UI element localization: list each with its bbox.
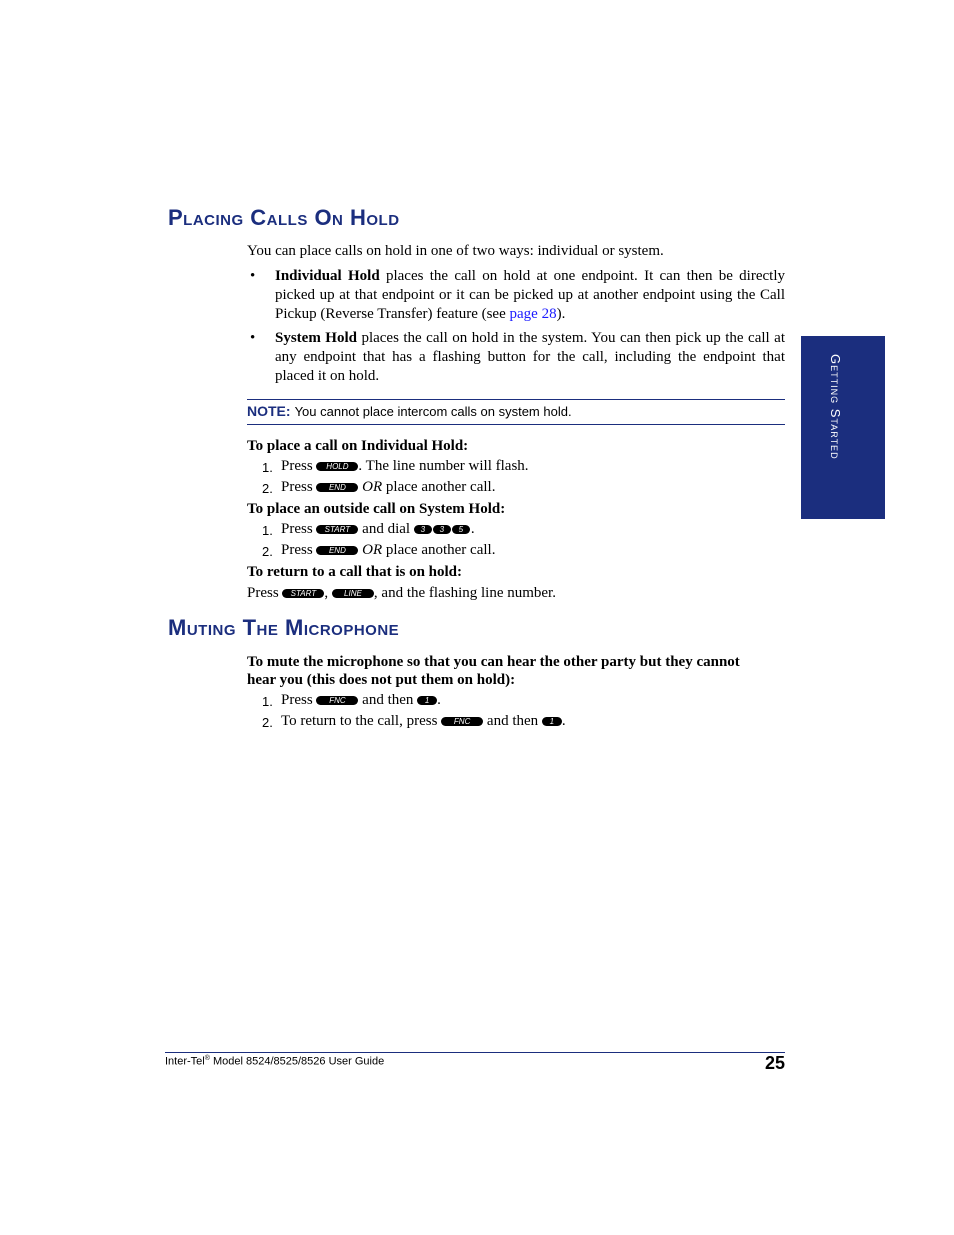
- end-key-icon: END: [316, 546, 358, 555]
- section-title-placing-calls-on-hold: Placing Calls On Hold: [168, 205, 400, 230]
- step-number: 2.: [262, 544, 273, 559]
- step-post: place another call.: [382, 542, 496, 558]
- digit-key-icon: 5: [452, 525, 470, 534]
- step-number: 1.: [262, 523, 273, 538]
- step-text: [281, 479, 495, 496]
- bullet-term: Individual Hold: [275, 268, 380, 284]
- footer-rule: [165, 1052, 785, 1053]
- mute-heading-line2: hear you (this does not put them on hold):: [247, 672, 516, 688]
- proc-heading-individual-hold: To place a call on Individual Hold:: [247, 438, 469, 454]
- bullet-icon: •: [250, 330, 256, 346]
- note-label: NOTE:: [247, 403, 291, 419]
- footer-brand: Inter-Tel: [165, 1055, 205, 1068]
- bullet-term: System Hold: [275, 330, 357, 346]
- proc-heading-return-to-call: To return to a call that is on hold:: [247, 564, 463, 580]
- step-text: [281, 713, 566, 730]
- page-number: 25: [764, 1053, 785, 1073]
- step-number: 1.: [262, 694, 273, 709]
- note-box: [247, 399, 785, 425]
- proc-heading-system-hold: To place an outside call on System Hold:: [247, 501, 506, 517]
- fnc-key-icon: FNC: [316, 696, 358, 705]
- step-mid: and then: [358, 692, 418, 708]
- section-title-muting-microphone: Muting The Microphone: [168, 615, 400, 640]
- intro-text: You can place calls on hold in one of two ways: individual or system.: [247, 243, 664, 259]
- step-pre: Press: [281, 479, 313, 495]
- line-key-icon: LINE: [332, 589, 374, 598]
- note-text: You cannot place intercom calls on system hold.: [294, 404, 572, 419]
- footer-guide: Model 8524/8525/8526 User Guide: [209, 1055, 385, 1068]
- step-pre: Press: [281, 521, 313, 537]
- step-mid: and dial: [358, 521, 414, 537]
- step-or: OR: [362, 542, 383, 558]
- start-key-icon: START: [316, 525, 358, 534]
- step-pre: Press: [281, 542, 313, 558]
- step-number: 2.: [262, 481, 273, 496]
- step-text: [281, 458, 529, 475]
- return-to-call-text: [247, 584, 556, 603]
- chapter-side-tab: [801, 336, 885, 519]
- step-text: [281, 692, 441, 709]
- hold-key-icon: HOLD: [316, 462, 358, 471]
- step-post: .: [470, 521, 475, 537]
- step-post: . The line number will flash.: [358, 458, 529, 474]
- digit-key-icon: 3: [414, 525, 432, 534]
- start-key-icon: START: [282, 589, 324, 598]
- side-tab-label: Getting Started: [828, 354, 843, 460]
- bullet-system-hold: [275, 329, 785, 386]
- digit-key-icon: 1: [417, 696, 437, 705]
- page-link[interactable]: page 28: [509, 306, 557, 322]
- mute-heading-line1: To mute the microphone so that you can hear the other party but they cannot: [247, 654, 740, 670]
- step-post: .: [437, 692, 441, 708]
- step-text: [281, 521, 475, 538]
- step-post: .: [561, 713, 566, 729]
- step-pre: Press: [281, 458, 313, 474]
- fnc-key-icon: FNC: [441, 717, 483, 726]
- footer-reg: ®: [204, 1055, 210, 1062]
- step-pre: To return to the call, press: [281, 713, 438, 729]
- step-mid: and then: [483, 713, 542, 729]
- bullet-body: places the call on hold at one endpoint. It can then be directly picked up at that endpoint or it can be picked up at another endpoint using the Call Pickup (Reverse Transfer) feature (see: [275, 268, 785, 322]
- step-text: [281, 542, 495, 559]
- bullet-individual-hold: [275, 267, 785, 324]
- step-or: OR: [362, 479, 383, 495]
- step-pre: Press: [247, 585, 279, 601]
- step-post: , and the flashing line number.: [373, 585, 556, 601]
- step-number: 2.: [262, 715, 273, 730]
- separator: ,: [324, 585, 329, 601]
- footer-guide-title: [165, 1055, 384, 1068]
- bullet-icon: •: [250, 268, 256, 284]
- digit-key-icon: 3: [433, 525, 451, 534]
- bullet-body: places the call on hold in the system. You can then pick up the call at any endpoint that has a flashing button for the call, including the endpoint that placed it on hold.: [275, 330, 785, 384]
- step-number: 1.: [262, 460, 273, 475]
- end-key-icon: END: [316, 483, 358, 492]
- step-pre: Press: [281, 692, 313, 708]
- bullet-after: ).: [556, 306, 566, 322]
- digit-key-icon: 1: [542, 717, 562, 726]
- step-post: place another call.: [382, 479, 496, 495]
